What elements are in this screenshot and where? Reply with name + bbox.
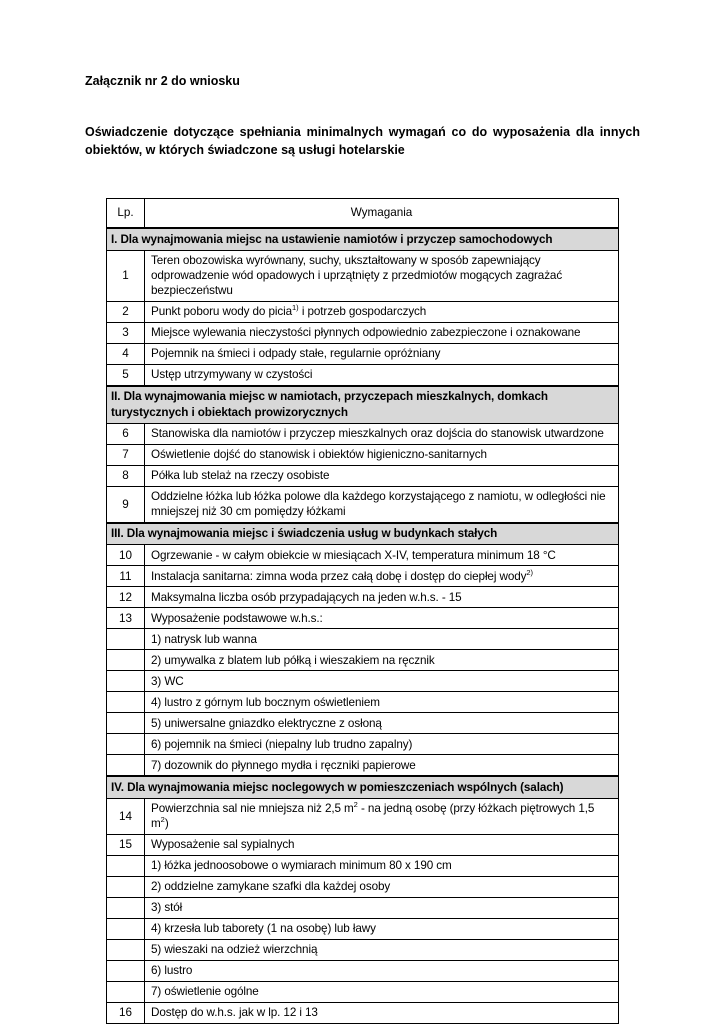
requirement-cell: Teren obozowiska wyrównany, suchy, ukształtowany w sposób zapewniający odprowadzenie wód opadowych i uprzątnięty z przedmiotów mogących zagrażać bezpieczeństwu [145, 250, 619, 301]
row-number-cell: 3 [107, 322, 145, 343]
table-row [107, 343, 619, 364]
table-row [107, 834, 619, 855]
row-number-cell: 15 [107, 834, 145, 855]
footnote-marker: 1) [292, 303, 299, 313]
table-row [107, 798, 619, 834]
table-row [107, 755, 619, 777]
row-number-cell [107, 897, 145, 918]
requirement-cell: Dostęp do w.h.s. jak w lp. 12 i 13 [145, 1002, 619, 1023]
section-header-label: III. Dla wynajmowania miejsc i świadczenia usług w budynkach stałych [107, 523, 619, 545]
table-row [107, 629, 619, 650]
requirement-cell: Wyposażenie podstawowe w.h.s.: [145, 608, 619, 629]
table-row [107, 566, 619, 587]
table-row [107, 301, 619, 322]
requirement-cell: Punkt poboru wody do picia$^{1)}$ i potrzeb gospodarczych [145, 301, 619, 322]
row-number-cell [107, 650, 145, 671]
row-number-cell: 11 [107, 566, 145, 587]
row-number-cell [107, 876, 145, 897]
requirement-cell: Pojemnik na śmieci i odpady stałe, regularnie opróżniany [145, 343, 619, 364]
requirement-cell: 4) krzesła lub taborety (1 na osobę) lub ławy [145, 918, 619, 939]
row-number-cell: 5 [107, 364, 145, 386]
requirement-cell: Oddzielne łóżka lub łóżka polowe dla każdego korzystającego z namiotu, w odległości nie mniejszej niż 30 cm pomiędzy łóżkami [145, 486, 619, 523]
requirement-cell: 6) lustro [145, 960, 619, 981]
section-header-label: I. Dla wynajmowania miejsc na ustawienie namiotów i przyczep samochodowych [107, 228, 619, 250]
row-number-cell [107, 671, 145, 692]
requirement-cell: 3) stół [145, 897, 619, 918]
table-header-row [107, 199, 619, 229]
footnote-marker: 2) [526, 567, 534, 577]
table-row [107, 545, 619, 566]
requirement-cell: Wyposażenie sal sypialnych [145, 834, 619, 855]
table-row [107, 876, 619, 897]
row-number-cell [107, 713, 145, 734]
row-number-cell: 6 [107, 423, 145, 444]
requirement-cell: Oświetlenie dojść do stanowisk i obiektów higieniczno-sanitarnych [145, 444, 619, 465]
section-header-row [107, 228, 619, 250]
column-header-lp: Lp. [107, 199, 145, 229]
row-number-cell: 1 [107, 250, 145, 301]
table-row [107, 322, 619, 343]
row-number-cell: 4 [107, 343, 145, 364]
table-row [107, 897, 619, 918]
requirement-cell: Półka lub stelaż na rzeczy osobiste [145, 465, 619, 486]
section-header-row [107, 523, 619, 545]
requirement-cell: 4) lustro z górnym lub bocznym oświetleniem [145, 692, 619, 713]
table-row [107, 671, 619, 692]
row-number-cell [107, 734, 145, 755]
row-number-cell [107, 918, 145, 939]
row-number-cell: 2 [107, 301, 145, 322]
document-title: Załącznik nr 2 do wniosku [85, 74, 240, 88]
requirement-cell: 2) oddzielne zamykane szafki dla każdej osoby [145, 876, 619, 897]
row-number-cell: 7 [107, 444, 145, 465]
row-number-cell [107, 939, 145, 960]
row-number-cell: 16 [107, 1002, 145, 1023]
table-row [107, 981, 619, 1002]
section-header-row [107, 776, 619, 798]
requirement-cell: Stanowiska dla namiotów i przyczep mieszkalnych oraz dojścia do stanowisk utwardzone [145, 423, 619, 444]
row-number-cell [107, 981, 145, 1002]
row-number-cell [107, 855, 145, 876]
table-row [107, 423, 619, 444]
table-row [107, 486, 619, 523]
table-row [107, 587, 619, 608]
requirements-table-body [107, 199, 619, 1024]
row-number-cell: 9 [107, 486, 145, 523]
table-row [107, 444, 619, 465]
row-number-cell [107, 755, 145, 777]
table-row [107, 692, 619, 713]
requirement-cell: Maksymalna liczba osób przypadających na jeden w.h.s. - 15 [145, 587, 619, 608]
footnote-marker: 2 [353, 800, 358, 810]
column-header-requirements: Wymagania [145, 199, 619, 229]
requirement-cell: 3) WC [145, 671, 619, 692]
requirement-cell: 7) dozownik do płynnego mydła i ręczniki papierowe [145, 755, 619, 777]
row-number-cell [107, 692, 145, 713]
table-row [107, 855, 619, 876]
table-row [107, 960, 619, 981]
table-row [107, 250, 619, 301]
requirement-cell: 1) łóżka jednoosobowe o wymiarach minimum 80 x 190 cm [145, 855, 619, 876]
section-header-row [107, 386, 619, 424]
document-subtitle: Oświadczenie dotyczące spełniania minimalnych wymagań co do wyposażenia dla innych obiektów, w których świadczone są usługi hotelarskie [85, 125, 640, 157]
row-number-cell: 12 [107, 587, 145, 608]
requirement-cell: Miejsce wylewania nieczystości płynnych odpowiednio zabezpieczone i oznakowane [145, 322, 619, 343]
table-row [107, 713, 619, 734]
table-row [107, 734, 619, 755]
row-number-cell [107, 960, 145, 981]
table-row [107, 918, 619, 939]
table-row [107, 465, 619, 486]
requirement-cell: Ustęp utrzymywany w czystości [145, 364, 619, 386]
section-header-label: II. Dla wynajmowania miejsc w namiotach, przyczepach mieszkalnych, domkach turystycznych i obiektach prowizorycznych [107, 386, 619, 424]
requirement-cell: 2) umywalka z blatem lub półką i wieszakiem na ręcznik [145, 650, 619, 671]
requirement-cell: 5) uniwersalne gniazdko elektryczne z osłoną [145, 713, 619, 734]
requirement-cell: 1) natrysk lub wanna [145, 629, 619, 650]
row-number-cell [107, 629, 145, 650]
table-row [107, 364, 619, 386]
row-number-cell: 10 [107, 545, 145, 566]
requirement-cell: 7) oświetlenie ogólne [145, 981, 619, 1002]
requirement-cell: Powierzchnia sal nie mniejsza niż 2,5 $m^2$ - na jedną osobę (przy łóżkach piętrowych 1,5 $m^2$) [145, 798, 619, 834]
table-row [107, 608, 619, 629]
requirement-cell: Instalacja sanitarna: zimna woda przez całą dobę i dostęp do ciepłej wody$^{2)}$ [145, 566, 619, 587]
table-row [107, 939, 619, 960]
row-number-cell: 13 [107, 608, 145, 629]
requirement-cell: 5) wieszaki na odzież wierzchnią [145, 939, 619, 960]
row-number-cell: 14 [107, 798, 145, 834]
table-row [107, 650, 619, 671]
footnote-marker: 2 [160, 815, 165, 825]
table-row [107, 1002, 619, 1023]
requirement-cell: 6) pojemnik na śmieci (niepalny lub trudno zapalny) [145, 734, 619, 755]
section-header-label: IV. Dla wynajmowania miejsc noclegowych w pomieszczeniach wspólnych (salach) [107, 776, 619, 798]
requirements-table [106, 198, 619, 1024]
requirement-cell: Ogrzewanie - w całym obiekcie w miesiącach X-IV, temperatura minimum 18 °C [145, 545, 619, 566]
row-number-cell: 8 [107, 465, 145, 486]
